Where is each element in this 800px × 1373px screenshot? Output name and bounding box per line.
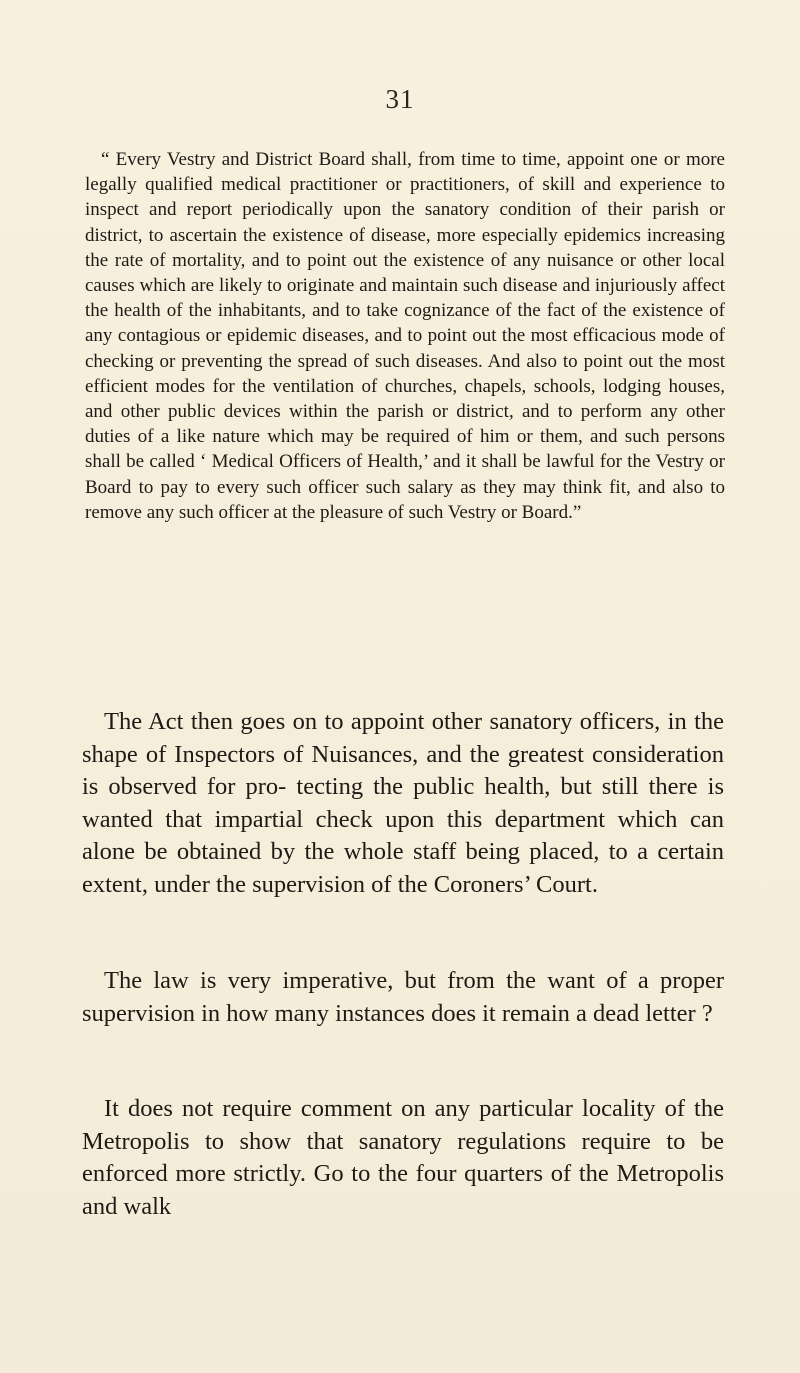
quoted-act-passage: “ Every Vestry and District Board shall, from time to time, appoint one or more legally qualified medical practitioner or practitioners, of skill and experience to inspect and report periodically upon the sanatory condition of their parish or district, to ascertain the existence of disease, more especially epidemics increasing the rate of mortality, and to point out the existence of any nuisance or other local causes which are likely to originate and maintain such disease and injuriously affect the health of the inhabitants, and to take cognizance of the fact of the existence of any contagious or epidemic diseases, and to point out the most efficacious mode of checking or preventing the spread of such diseases. And also to point out the most efficient modes for the ventilation of churches, chapels, schools, lodging houses, and other public devices within the parish or district, and to perform any other duties of a like nature which may be required of him or them, and such persons shall be called ‘ Medical Officers of Health,’ and it shall be lawful for the Vestry or Board to pay to every such officer such salary as they may think fit, and also to remove any such officer at the pleasure of such Vestry or Board.”	[85, 149, 725, 523]
paragraph-inspectors: The Act then goes on to appoint other sanatory officers, in the shape of Inspectors of Nuisances, and the greatest consideration is observed for pro- tecting the public health, but still there is wanted that impartial check upon this department which can alone be obtained by the whole staff being placed, to a certain extent, under the supervision of the Coroners’ Court.	[82, 708, 724, 898]
paragraph-metropolis: It does not require comment on any particular locality of the Metropolis to show that sanatory regulations require to be enforced more strictly. Go to the four quarters of the Metropolis and walk	[82, 1095, 724, 1220]
paragraph-law-imperative: The law is very imperative, but from the want of a proper supervision in how many instances does it remain a dead letter ?	[82, 967, 724, 1027]
page-number: 31	[385, 84, 415, 114]
